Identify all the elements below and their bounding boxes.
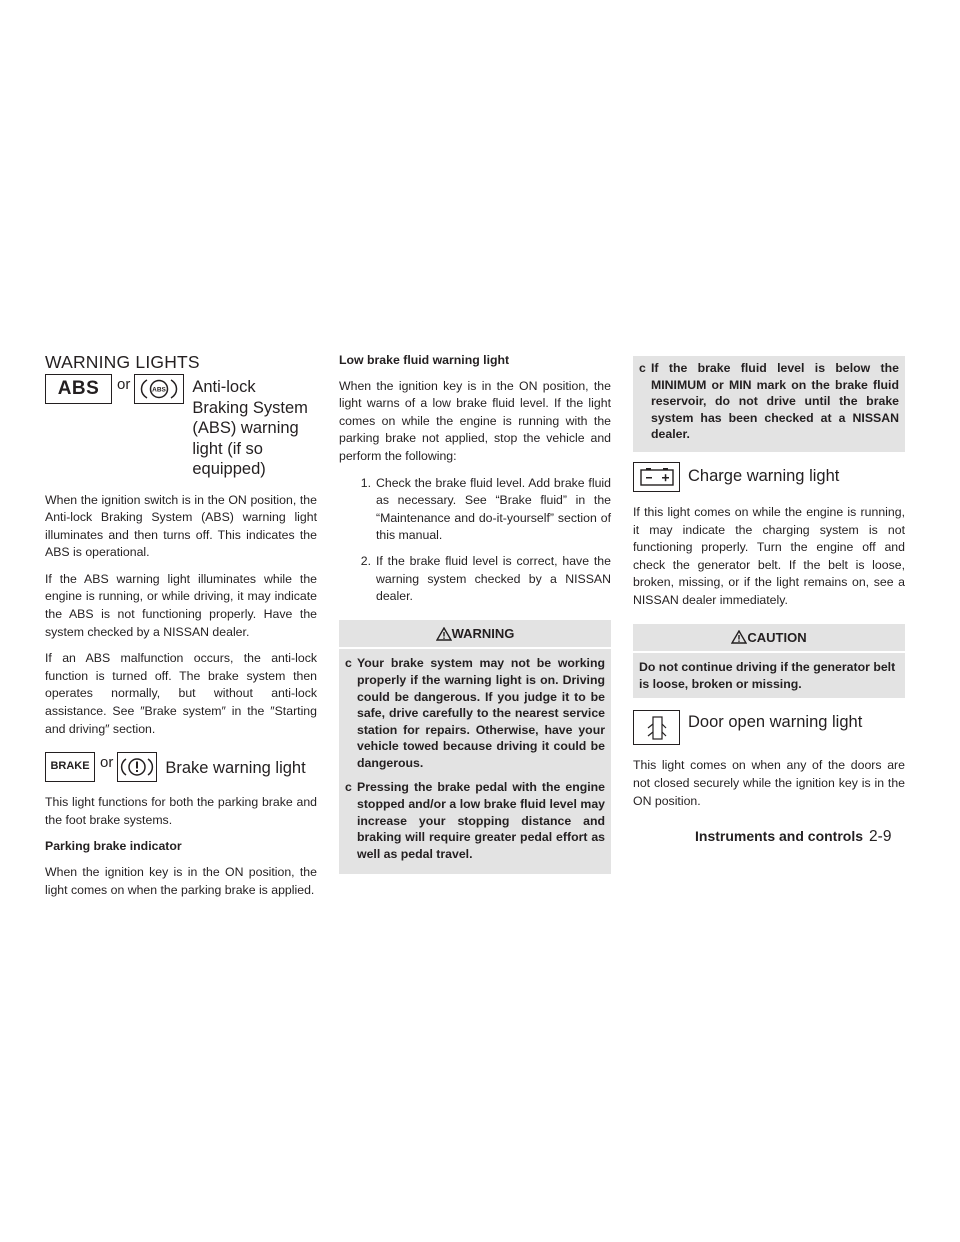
warning-body	[339, 649, 611, 874]
list-item: 1. Check the brake fluid level. Add brake fluid as necessary. See “Brake fluid” in the “Maintenance and do-it-yourself” section of this manual.	[360, 475, 611, 543]
abs-paragraph-2: If the ABS warning light illuminates while the engine is running, or while driving, it may indicate the ABS is not functioning properly. Have the system checked by a NISSAN dealer.	[45, 571, 317, 639]
warning-header: WARNING	[339, 620, 611, 650]
abs-text-icon: ABS	[45, 374, 112, 404]
brake-paragraph-1: This light functions for both the parking brake and the foot brake systems.	[45, 795, 317, 827]
page-number: 2-9	[869, 828, 892, 845]
warning-item: c Your brake system may not be working properly if the warning light is on. Driving could be dangerous. If you judge it to be safe, drive carefully to the nearest service station for repairs. Otherwise, have your vehicle towed because driving it could be dangerous.	[345, 656, 605, 770]
list-item: 2. If the brake fluid level is correct, have the warning system checked by a NISSAN dealer.	[360, 553, 611, 604]
low-fluid-subheading: Low brake fluid warning light	[339, 353, 510, 367]
caution-header: CAUTION	[633, 624, 905, 654]
door-paragraph: This light comes on when any of the doors are not closed securely while the ignition key is in the ON position.	[633, 758, 905, 808]
caution-box	[633, 624, 905, 699]
battery-icon	[633, 462, 680, 492]
abs-circle-icon	[134, 374, 184, 404]
charge-heading: Charge warning light	[688, 466, 840, 485]
brake-heading-row	[45, 752, 317, 782]
charge-heading-row	[633, 462, 905, 492]
caution-body: Do not continue driving if the generator belt is loose, broken or missing.	[639, 660, 896, 691]
charge-paragraph: If this light comes on while the engine is running, it may indicate the charging system is not functioning properly. Turn the engine off and check the generator belt. If the belt is loose, broken, missing, or if the light remains on, see a NISSAN dealer immediately.	[633, 504, 905, 607]
column-1	[45, 352, 317, 908]
parking-brake-subheading: Parking brake indicator	[45, 839, 182, 854]
caution-triangle-icon	[731, 630, 747, 644]
abs-heading: Anti-lock Braking System (ABS) warning light (if so equipped)	[192, 378, 308, 478]
warning-box-continued	[633, 356, 905, 452]
column-2	[339, 352, 611, 874]
brake-paragraph-2: When the ignition key is in the ON position, the light comes on when the parking brake is applied.	[45, 865, 317, 897]
door-heading: Door open warning light	[688, 713, 863, 732]
brake-heading: Brake warning light	[165, 759, 306, 778]
steps-list	[339, 475, 611, 606]
abs-heading-row	[45, 374, 317, 480]
section-title: WARNING LIGHTS	[45, 352, 200, 372]
warning-box	[339, 620, 611, 875]
brake-circle-icon	[117, 752, 157, 782]
brake-text-icon: BRAKE	[45, 752, 95, 782]
door-heading-row	[633, 710, 905, 745]
warning-item: c Pressing the brake pedal with the engine stopped and/or a low brake fluid level may increase your stopping distance and braking will require greater pedal effort as well as pedal travel.	[345, 780, 605, 861]
or-label: or	[100, 754, 114, 772]
abs-paragraph-3: If an ABS malfunction occurs, the anti-lock function is turned off. The brake system then operates normally, but without anti-lock assistance. See ″Brake system″ in the ″Starting and driving″ section.	[45, 651, 317, 736]
or-label: or	[117, 376, 131, 393]
warning-item: c If the brake fluid level is below the MINIMUM or MIN mark on the brake fluid reservoir, do not drive until the brake system has been checked at a NISSAN dealer.	[639, 361, 899, 442]
brake-paragraph-3: When the ignition key is in the ON position, the light warns of a low brake fluid level. If the light comes on while the engine is running with the parking brake not applied, stop the vehicle and perform the following:	[339, 378, 611, 463]
abs-paragraph-1: When the ignition switch is in the ON position, the Anti-lock Braking System (ABS) warning light illuminates and then turns off. This indicates the ABS is operational.	[45, 492, 317, 560]
page-footer	[695, 828, 891, 846]
footer-section: Instruments and controls	[695, 828, 864, 844]
door-open-icon	[633, 710, 680, 745]
column-3	[633, 352, 905, 819]
warning-triangle-icon	[436, 627, 452, 641]
abs-circle-text: ABS	[152, 386, 167, 394]
